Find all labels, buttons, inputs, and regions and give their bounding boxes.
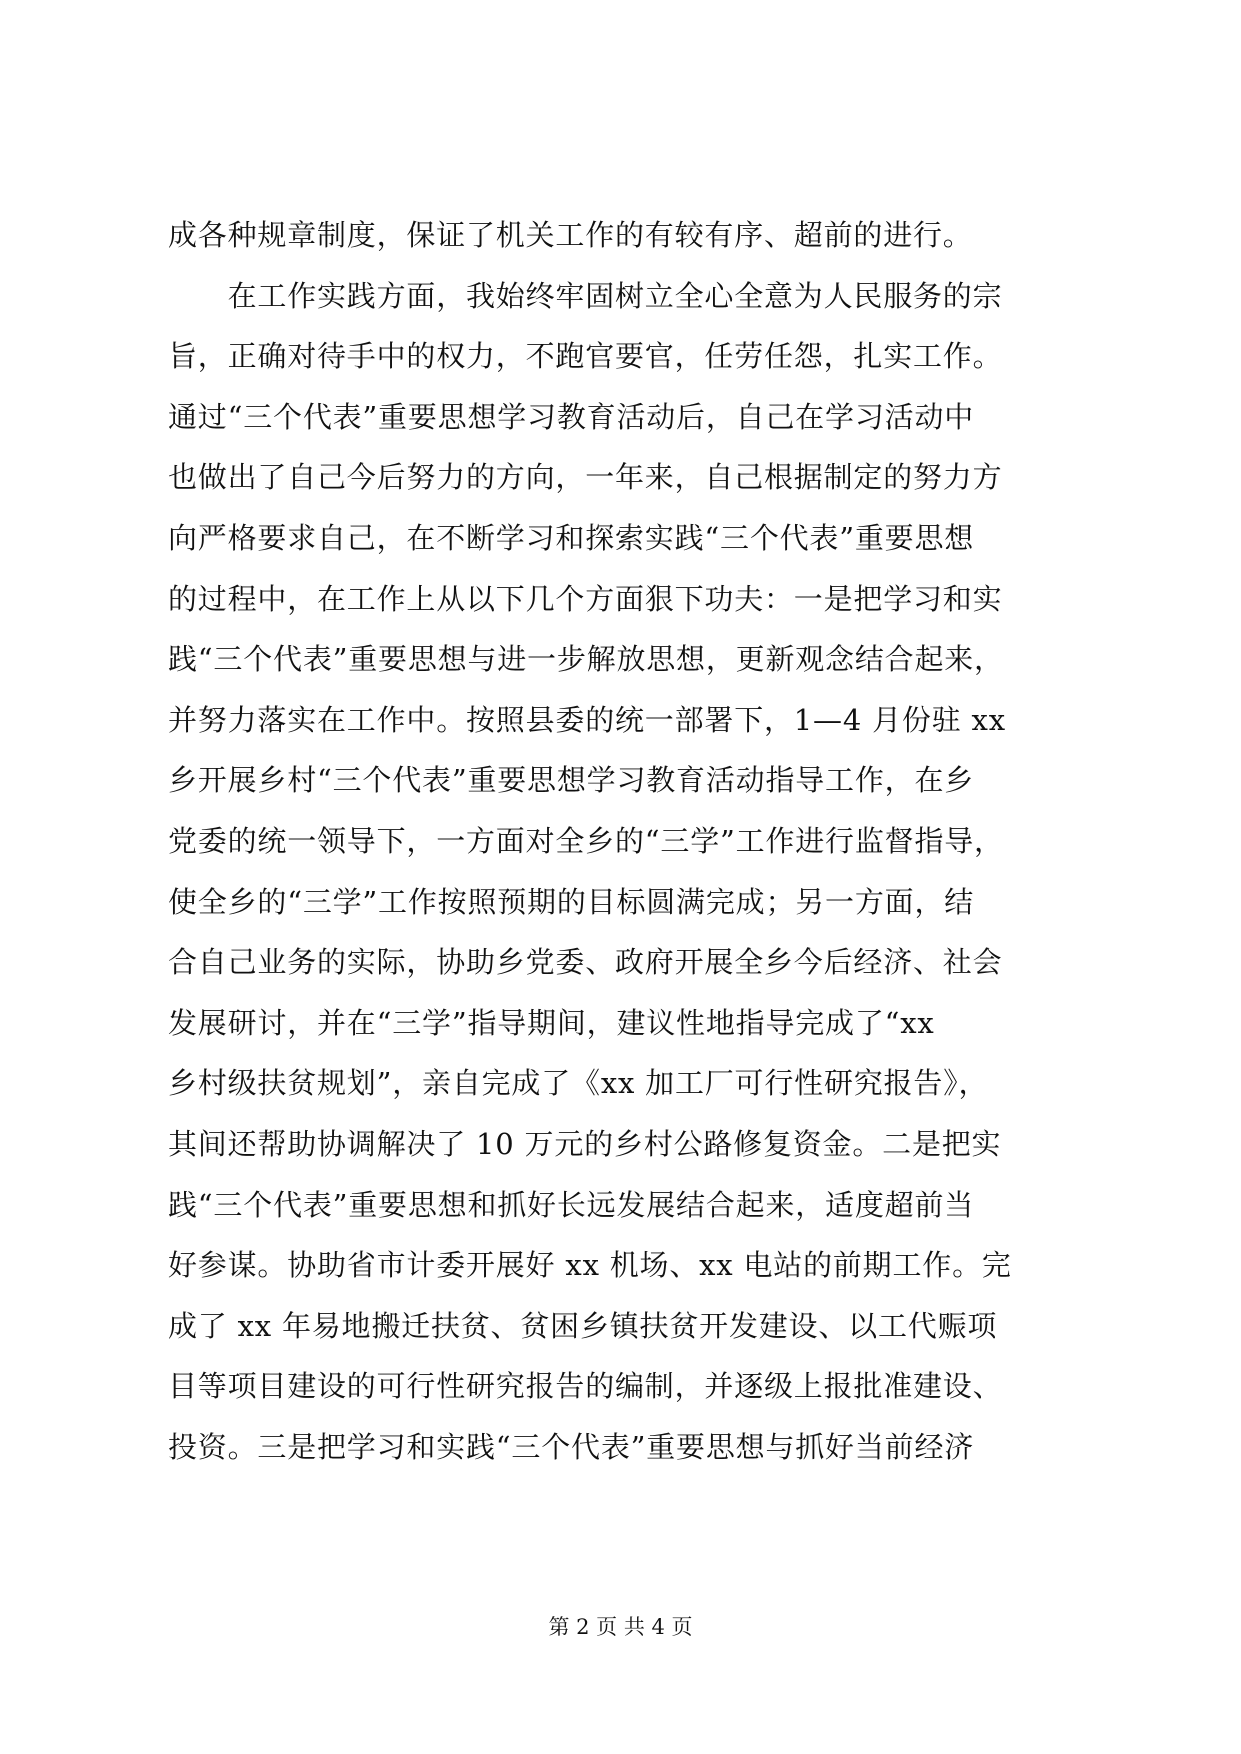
- text-line: 好参谋。协助省市计委开展好 xx 机场、xx 电站的前期工作。完: [168, 1248, 1012, 1283]
- text-line: 通过“三个代表”重要思想学习教育活动后，自己在学习活动中: [168, 399, 975, 434]
- page-number: 第 2 页 共 4 页: [548, 1615, 693, 1639]
- text-line: 向严格要求自己，在不断学习和探索实践“三个代表”重要思想: [168, 520, 975, 555]
- body-text: [168, 205, 1078, 1477]
- text-line: 乡开展乡村“三个代表”重要思想学习教育活动指导工作，在乡: [168, 763, 975, 798]
- text-line: 其间还帮助协调解决了 10 万元的乡村公路修复资金。二是把实: [168, 1126, 1002, 1161]
- text-line: 并努力落实在工作中。按照县委的统一部署下，1—4 月份驻 xx: [168, 702, 1006, 737]
- text-line: 成各种规章制度，保证了机关工作的有较有序、超前的进行。: [168, 218, 973, 252]
- text-line: 旨，正确对待手中的权力，不跑官要官，任劳任怨，扎实工作。: [168, 339, 1003, 374]
- text-line: 投资。三是把学习和实践“三个代表”重要思想与抓好当前经济: [168, 1429, 975, 1464]
- text-line: 发展研讨，并在“三学”指导期间，建议性地指导完成了“xx: [168, 1005, 935, 1040]
- text-line: 践“三个代表”重要思想与进一步解放思想，更新观念结合起来，: [168, 642, 1004, 677]
- text-line: 乡村级扶贫规划”，亲自完成了《xx 加工厂可行性研究报告》，: [168, 1066, 989, 1101]
- text-line: 践“三个代表”重要思想和抓好长远发展结合起来，适度超前当: [168, 1187, 975, 1222]
- text-line: 也做出了自己今后努力的方向，一年来，自己根据制定的努力方: [168, 460, 1003, 495]
- text-line: 的过程中，在工作上从以下几个方面狠下功夫：一是把学习和实: [168, 581, 1003, 616]
- text-line: 合自己业务的实际，协助乡党委、政府开展全乡今后经济、社会: [168, 945, 1003, 980]
- text-line: 目等项目建设的可行性研究报告的编制，并逐级上报批准建设、: [168, 1369, 1003, 1404]
- text-line: 在工作实践方面，我始终牢固树立全心全意为人民服务的宗: [168, 278, 1003, 313]
- page-footer: [0, 1612, 1241, 1642]
- text-line: 成了 xx 年易地搬迁扶贫、贫困乡镇扶贫开发建设、以工代赈项: [168, 1308, 998, 1343]
- text-line: 党委的统一领导下，一方面对全乡的“三学”工作进行监督指导，: [168, 823, 1004, 858]
- text-line: 使全乡的“三学”工作按照预期的目标圆满完成；另一方面，结: [168, 884, 975, 919]
